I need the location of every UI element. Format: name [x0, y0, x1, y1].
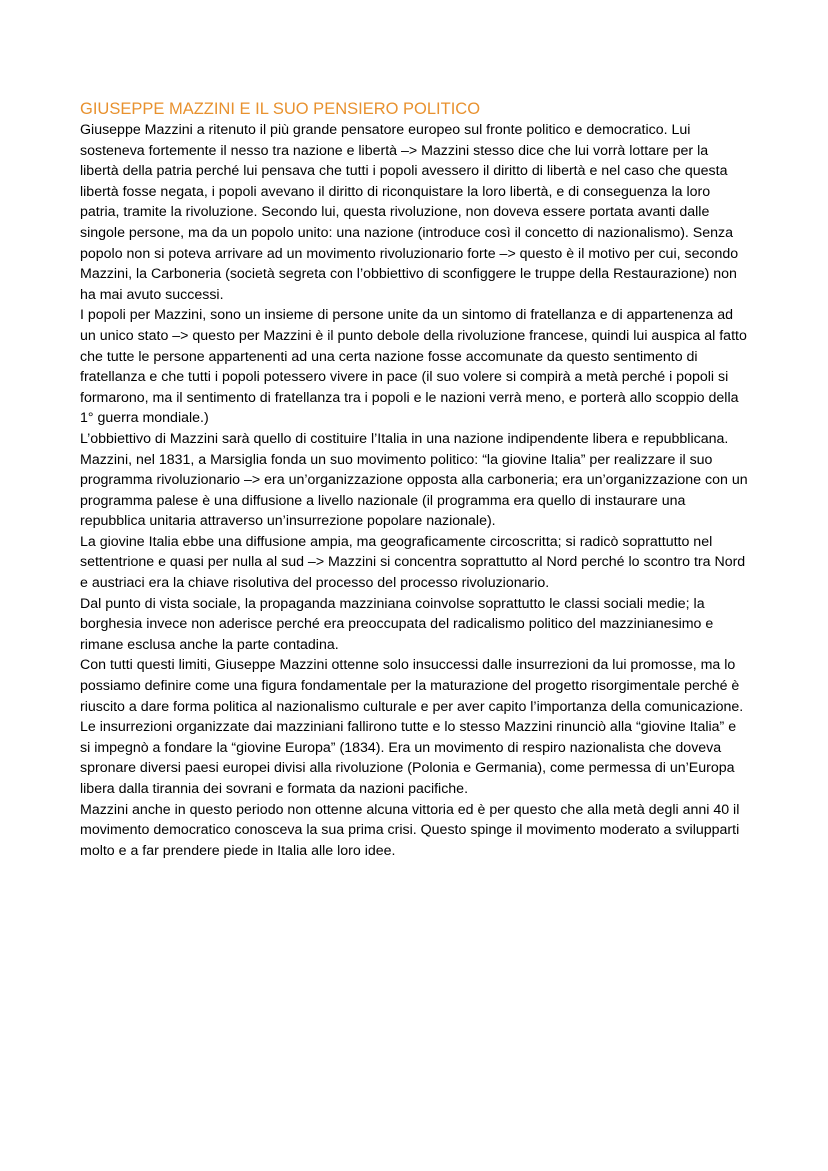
paragraph-3: L’obbiettivo di Mazzini sarà quello di costituire l’Italia in una nazione indipendente libera e repubblicana. — [80, 430, 729, 447]
document-content — [80, 99, 750, 861]
document-title: GIUSEPPE MAZZINI E IL SUO PENSIERO POLITICO — [80, 100, 481, 118]
paragraph-8: Le insurrezioni organizzate dai mazziniani fallirono tutte e lo stesso Mazzini rinunciò alla “giovine Italia” e si impegnò a fondare la “giovine Europa” (1834). Era un movimento di respiro nazionalista che doveva spronare diversi paesi europei divisi alla rivoluzione (Polonia e Germania), come permessa di un’Europa libera dalla tirannia dei sovrani e formata da nazioni pacifiche. — [80, 719, 737, 797]
document-body — [80, 120, 750, 861]
paragraph-6: Dal punto di vista sociale, la propaganda mazziniana coinvolse soprattutto le classi sociali medie; la borghesia invece non aderisce perché era preoccupata del radicalismo politico del mazzinianesimo e rimane esclusa anche la parte contadina. — [80, 595, 714, 653]
paragraph-7: Con tutti questi limiti, Giuseppe Mazzini ottenne solo insuccessi dalle insurrezioni da lui promosse, ma lo possiamo definire come una figura fondamentale per la maturazione del progetto risorgimentale perché è riuscito a dare forma politica al nazionalismo culturale e per aver capito l’importanza della comunicazione. — [80, 657, 744, 715]
paragraph-5: La giovine Italia ebbe una diffusione ampia, ma geograficamente circoscritta; si radicò soprattutto nel settentrione e quasi per nulla al sud –> Mazzini si concentra soprattutto al Nord perché lo scontro tra Nord e austriaci era la chiave risolutiva del processo del processo rivoluzionario. — [80, 533, 746, 592]
paragraph-9: Mazzini anche in questo periodo non ottenne alcuna vittoria ed è per questo che alla metà degli anni 40 il movimento democratico conosceva la sua prima crisi. Questo spinge il movimento moderato a svilupparti molto e a far prendere piede in Italia alle loro idee. — [80, 801, 740, 859]
paragraph-1: Giuseppe Mazzini a ritenuto il più grande pensatore europeo sul fronte politico e democratico. Lui sosteneva fortemente il nesso tra nazione e libertà –> Mazzini stesso dice che lui vorrà lottare per la libertà della patria perché lui pensava che tutti i popoli avessero il diritto di libertà e nel caso che questa libertà fosse negata, i popoli avevano il diritto di riconquistare la loro libertà, e di conseguenza la loro patria, tramite la rivoluzione. Secondo lui, questa rivoluzione, non doveva essere portata avanti dalle singole persone, ma da un popolo unito: una nazione (introduce così il concetto di nazionalismo). Senza popolo non si poteva arrivare ad un movimento rivoluzionario forte –> questo è il motivo per cui, secondo Mazzini, la Carboneria (società segreta con l’obbiettivo di sconfiggere le truppe della Restaurazione) non ha mai avuto successi. — [80, 122, 739, 303]
paragraph-2: I popoli per Mazzini, sono un insieme di persone unite da un sintomo di fratellanza e di appartenenza ad un unico stato –> questo per Mazzini è il punto debole della rivoluzione francese, quindi lui auspica al fatto che tutte le persone appartenenti ad una certa nazione fosse accomunate da questo sentimento di fratellanza e che tutti i popoli potessero vivere in pace (il suo volere si compirà a metà perché i popoli si formarono, ma il sentimento di fratellanza tra i popoli e le nazioni verrà meno, e porterà allo scoppio della 1° guerra mondiale.) — [80, 307, 747, 427]
paragraph-4: Mazzini, nel 1831, a Marsiglia fonda un suo movimento politico: “la giovine Italia” per realizzare il suo programma rivoluzionario –> era un’organizzazione opposta alla carboneria; era un’organizzazione con un programma palese è una diffusione a livello nazionale (il programma era quello di instaurare una repubblica unitaria attraverso un’insurrezione popolare nazionale). — [80, 451, 748, 530]
